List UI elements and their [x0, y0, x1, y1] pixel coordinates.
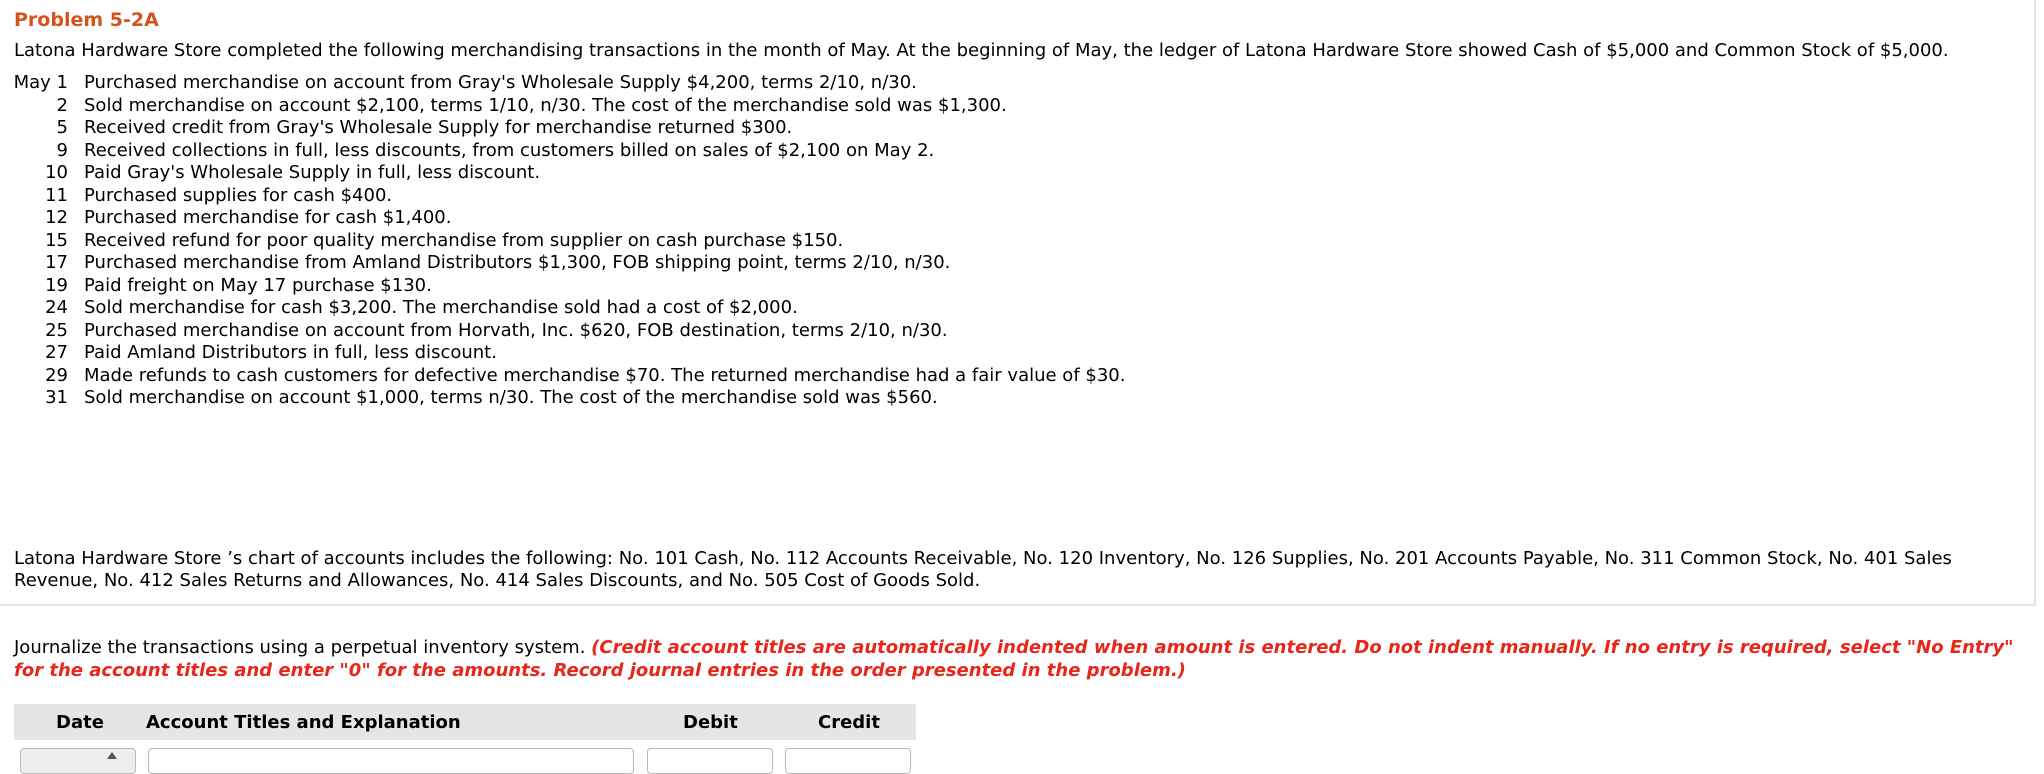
transaction-date: 19 [45, 275, 68, 296]
transaction-text: Purchased merchandise from Amland Distributors $1,300, FOB shipping point, terms 2/10, n/30. [84, 252, 951, 273]
transaction-text: Received refund for poor quality merchandise from supplier on cash purchase $150. [84, 230, 844, 251]
transaction-date: 29 [45, 365, 68, 386]
transaction-date: 11 [45, 185, 68, 206]
date-select[interactable] [20, 748, 136, 774]
account-title-input[interactable] [148, 748, 634, 774]
transaction-date: 31 [45, 387, 68, 408]
transaction-date: 5 [56, 117, 68, 138]
transaction-text: Paid Amland Distributors in full, less discount. [84, 342, 497, 363]
transaction-text: Sold merchandise on account $2,100, terms 1/10, n/30. The cost of the merchandise sold was $1,300. [84, 95, 1007, 116]
journal-table-header [14, 704, 916, 740]
date-column-header: Date [56, 712, 104, 733]
transaction-text: Made refunds to cash customers for defective merchandise $70. The returned merchandise had a fair value of $30. [84, 365, 1126, 386]
chart-of-accounts: Latona Hardware Store ’s chart of accounts includes the following: No. 101 Cash, No. 112 Accounts Receivable, No. 120 Inventory, No. 126 Supplies, No. 201 Accounts Payable, No. 311 Common Stock, No. 401 Sales Revenue, No. 412 Sales Returns and Allowances, No. 414 Sales Discounts, and No. 505 Cost of Goods Sold. [14, 548, 1952, 591]
problem-intro: Latona Hardware Store completed the following merchandising transactions in the month of May. At the beginning of May, the ledger of Latona Hardware Store showed Cash of $5,000 and Common Stock of $5,000. [14, 40, 1949, 61]
transaction-date: 25 [45, 320, 68, 341]
transaction-text: Received collections in full, less discounts, from customers billed on sales of $2,100 on May 2. [84, 140, 935, 161]
transaction-text: Purchased merchandise for cash $1,400. [84, 207, 452, 228]
problem-title: Problem 5-2A [14, 9, 159, 31]
credit-input[interactable] [785, 748, 911, 774]
transaction-text: Purchased merchandise on account from Horvath, Inc. $620, FOB destination, terms 2/10, n/30. [84, 320, 948, 341]
transaction-date: 12 [45, 207, 68, 228]
instructions-text: Journalize the transactions using a perpetual inventory system. [14, 637, 592, 658]
transaction-text: Paid Gray's Wholesale Supply in full, less discount. [84, 162, 541, 183]
transaction-text: Purchased merchandise on account from Gray's Wholesale Supply $4,200, terms 2/10, n/30. [84, 72, 917, 93]
transaction-text: Sold merchandise on account $1,000, terms n/30. The cost of the merchandise sold was $560. [84, 387, 938, 408]
transaction-date: 17 [45, 252, 68, 273]
debit-column-header: Debit [683, 712, 738, 733]
transaction-date: 24 [45, 297, 68, 318]
transaction-text: Paid freight on May 17 purchase $130. [84, 275, 432, 296]
credit-column-header: Credit [818, 712, 880, 733]
debit-input[interactable] [647, 748, 773, 774]
transaction-date: 10 [45, 162, 68, 183]
transaction-date: 9 [56, 140, 68, 161]
transaction-date: 15 [45, 230, 68, 251]
instructions-note: (Credit account titles are automatically indented when amount is entered. Do not indent manually. If no entry is required, select "No Entry" for the account titles and enter "0" for the amounts. Record journal entries in the order presented in the problem.) [14, 637, 2014, 681]
instructions [14, 636, 2034, 682]
transaction-text: Sold merchandise for cash $3,200. The merchandise sold had a cost of $2,000. [84, 297, 798, 318]
transaction-text: Received credit from Gray's Wholesale Supply for merchandise returned $300. [84, 117, 793, 138]
account-column-header: Account Titles and Explanation [146, 712, 461, 733]
transaction-date: 27 [45, 342, 68, 363]
transaction-text: Purchased supplies for cash $400. [84, 185, 393, 206]
select-arrow-icon [107, 752, 117, 759]
transaction-date: May 1 [13, 72, 68, 93]
transaction-date: 2 [56, 95, 68, 116]
